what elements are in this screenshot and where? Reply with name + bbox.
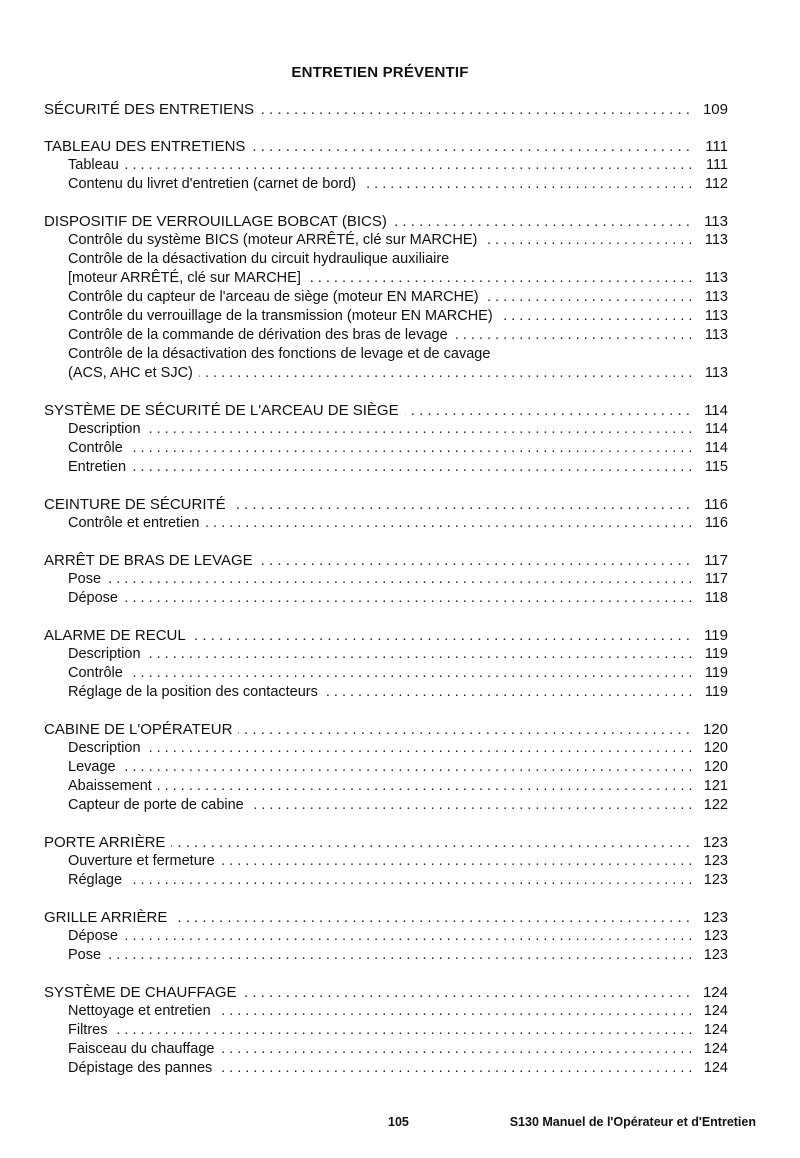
- toc-entry[interactable]: [68, 307, 728, 326]
- toc-section: [44, 100, 728, 119]
- toc-page-number: 120: [699, 720, 728, 739]
- toc-section-heading[interactable]: [44, 212, 728, 231]
- toc-page-number: 119: [701, 664, 728, 683]
- toc-section-title: SÉCURITÉ DES ENTRETIENS: [44, 101, 260, 118]
- toc-section: [44, 908, 728, 965]
- dot-leader: [68, 439, 692, 458]
- toc-entry[interactable]: [68, 664, 728, 683]
- toc-page-number: 114: [701, 439, 728, 458]
- dot-leader: [68, 420, 692, 439]
- toc-page-number: 114: [700, 401, 728, 420]
- toc-page-number: 111: [702, 156, 728, 175]
- toc-page-number: 124: [700, 1002, 728, 1021]
- toc-entry-title: Tableau: [68, 157, 125, 173]
- toc-entry[interactable]: [68, 458, 728, 477]
- toc-page-number: 119: [701, 683, 728, 702]
- toc-entry-title: Description: [68, 646, 147, 662]
- toc-entry[interactable]: [68, 420, 728, 439]
- footer-manual-title: S130 Manuel de l'Opérateur et d'Entretien: [509, 1115, 756, 1129]
- toc-entry-title: Contrôle de la commande de dérivation des bras de levage: [68, 327, 454, 343]
- toc-entry[interactable]: [68, 364, 728, 383]
- toc-page-number: 120: [700, 758, 728, 777]
- toc-entry-title: Contrôle du verrouillage de la transmission (moteur EN MARCHE): [68, 308, 499, 324]
- toc-page-number: 121: [700, 777, 728, 796]
- page-title: ENTRETIEN PRÉVENTIF: [291, 64, 469, 81]
- toc-section: [44, 626, 728, 702]
- toc-entry-title: Contrôle: [68, 665, 129, 681]
- toc-entry-title: Réglage de la position des contacteurs: [68, 684, 324, 700]
- toc-section-title: SYSTÈME DE SÉCURITÉ DE L'ARCEAU DE SIÈGE: [44, 402, 405, 419]
- toc-section-heading[interactable]: [44, 908, 728, 927]
- toc-page-number: 118: [701, 589, 728, 608]
- toc-entry-title: Faisceau du chauffage: [68, 1041, 220, 1057]
- toc-page-number: 123: [700, 871, 728, 890]
- toc-entry-title: Contenu du livret d'entretien (carnet de bord): [68, 176, 362, 192]
- toc-page-number: 115: [701, 458, 728, 477]
- toc-page-number: 113: [701, 326, 728, 345]
- toc-entry-title: Abaissement: [68, 778, 158, 794]
- toc-section-title: SYSTÈME DE CHAUFFAGE: [44, 984, 243, 1001]
- toc-section-title: PORTE ARRIÈRE: [44, 834, 171, 851]
- toc-entry-title: Contrôle de la désactivation du circuit hydraulique auxiliaire: [68, 251, 455, 267]
- toc-section: [44, 401, 728, 477]
- toc-entry[interactable]: [68, 439, 728, 458]
- toc-page-number: 109: [699, 100, 728, 119]
- dot-leader: [68, 758, 692, 777]
- toc-section: [44, 720, 728, 815]
- toc-page-number: 116: [700, 495, 728, 514]
- toc-page-number: 119: [701, 645, 728, 664]
- toc-entry-title: Contrôle du capteur de l'arceau de siège (moteur EN MARCHE): [68, 289, 485, 305]
- toc-section-heading[interactable]: [44, 401, 728, 420]
- toc-entry[interactable]: [68, 570, 728, 589]
- toc-entry[interactable]: [68, 796, 728, 815]
- toc-entry[interactable]: [68, 156, 728, 175]
- toc-entry-title: Description: [68, 421, 147, 437]
- toc-entry[interactable]: [68, 758, 728, 777]
- toc-entry-title: Dépose: [68, 928, 124, 944]
- toc-section: [44, 833, 728, 890]
- dot-leader: [68, 927, 692, 946]
- dot-leader: [68, 156, 692, 175]
- toc-entry[interactable]: [68, 739, 728, 758]
- toc-entry-title: Contrôle de la désactivation des fonctions de levage et de cavage: [68, 346, 496, 362]
- toc-section: [44, 551, 728, 608]
- toc-entry[interactable]: [68, 1021, 728, 1040]
- toc-entry[interactable]: [68, 589, 728, 608]
- toc-section-heading[interactable]: [44, 720, 728, 739]
- toc-page-number: 111: [701, 137, 728, 156]
- dot-leader: [68, 1021, 692, 1040]
- toc-entry[interactable]: [68, 927, 728, 946]
- toc-section: [44, 137, 728, 194]
- toc-section-heading[interactable]: [44, 833, 728, 852]
- toc-section-heading[interactable]: [44, 100, 728, 119]
- toc-page-number: 124: [700, 1059, 728, 1078]
- dot-leader: [68, 871, 692, 890]
- toc-page-number: 113: [701, 231, 728, 250]
- toc-section-heading[interactable]: [44, 983, 728, 1002]
- footer-page-number: 105: [388, 1115, 409, 1129]
- toc-entry-title: Pose: [68, 947, 107, 963]
- toc-entry-title: Pose: [68, 571, 107, 587]
- toc-entry-title: Nettoyage et entretien: [68, 1003, 217, 1019]
- toc-entry-title: Réglage: [68, 872, 128, 888]
- toc-section-title: TABLEAU DES ENTRETIENS: [44, 138, 251, 155]
- toc-page-number: 112: [701, 175, 728, 194]
- dot-leader: [68, 570, 692, 589]
- toc-page-number: 122: [700, 796, 728, 815]
- toc-entry[interactable]: [68, 175, 728, 194]
- toc-page-number: 120: [700, 739, 728, 758]
- toc-page-number: 116: [701, 514, 728, 533]
- toc-entry[interactable]: [68, 288, 728, 307]
- toc-page-number: 123: [699, 833, 728, 852]
- dot-leader: [68, 589, 692, 608]
- toc-page-number: 113: [701, 364, 728, 383]
- toc-page-number: 123: [700, 927, 728, 946]
- toc-entry-title: Description: [68, 740, 147, 756]
- toc-page-number: 113: [701, 307, 728, 326]
- toc-entry[interactable]: [68, 326, 728, 345]
- dot-leader: [68, 946, 692, 965]
- toc-page-number: 113: [701, 269, 728, 288]
- toc-page-number: 117: [701, 570, 728, 589]
- toc-page-number: 113: [701, 288, 728, 307]
- toc-page-number: 123: [699, 908, 728, 927]
- toc-section-heading[interactable]: [44, 495, 728, 514]
- toc-entry[interactable]: [68, 1040, 728, 1059]
- toc-section: [44, 983, 728, 1078]
- toc-page-number: 123: [700, 852, 728, 871]
- toc-page-number: 119: [700, 626, 728, 645]
- toc-entry[interactable]: [68, 946, 728, 965]
- toc-page-number: 124: [700, 1040, 728, 1059]
- toc-section-title: CABINE DE L'OPÉRATEUR: [44, 721, 238, 738]
- toc-section-title: ALARME DE RECUL: [44, 627, 192, 644]
- toc-entry[interactable]: [68, 269, 728, 288]
- dot-leader: [68, 739, 692, 758]
- toc-page-number: 124: [699, 983, 728, 1002]
- toc-entry[interactable]: [68, 1059, 728, 1078]
- toc-entry[interactable]: [68, 645, 728, 664]
- toc-section-title: CEINTURE DE SÉCURITÉ: [44, 496, 232, 513]
- toc-entry-title: Filtres: [68, 1022, 113, 1038]
- toc-section: [44, 495, 728, 533]
- toc-entry-title: Contrôle: [68, 440, 129, 456]
- toc-entry-title: Entretien: [68, 459, 132, 475]
- toc-entry[interactable]: [68, 231, 728, 250]
- toc-page-number: 114: [701, 420, 728, 439]
- toc-page-number: 113: [700, 212, 728, 231]
- toc-section-title: GRILLE ARRIÈRE: [44, 909, 173, 926]
- toc-entry-title: Dépose: [68, 590, 124, 606]
- toc-entry-title: Capteur de porte de cabine: [68, 797, 250, 813]
- toc-entry-title: Ouverture et fermeture: [68, 853, 221, 869]
- toc-section: [44, 212, 728, 383]
- toc-entry[interactable]: [68, 852, 728, 871]
- toc-entry[interactable]: [68, 514, 728, 533]
- toc-section-heading[interactable]: [44, 551, 728, 570]
- toc-page-number: 117: [700, 551, 728, 570]
- toc-page-number: 123: [700, 946, 728, 965]
- toc-entry[interactable]: [68, 777, 728, 796]
- toc-entry-title: Contrôle du système BICS (moteur ARRÊTÉ, clé sur MARCHE): [68, 232, 483, 248]
- dot-leader: [68, 777, 692, 796]
- toc-entry-title: (ACS, AHC et SJC): [68, 365, 199, 381]
- toc-entry[interactable]: [68, 250, 728, 269]
- toc-entry-title: Contrôle et entretien: [68, 515, 205, 531]
- toc-entry-title: Dépistage des pannes: [68, 1060, 218, 1076]
- toc-entry[interactable]: [68, 1002, 728, 1021]
- toc-section-heading[interactable]: [44, 137, 728, 156]
- dot-leader: [68, 645, 692, 664]
- toc-entry-title: Levage: [68, 759, 122, 775]
- toc-page-number: 124: [700, 1021, 728, 1040]
- toc-entry-title: [moteur ARRÊTÉ, clé sur MARCHE]: [68, 270, 307, 286]
- toc-entry[interactable]: [68, 345, 728, 364]
- toc-section-title: ARRÊT DE BRAS DE LEVAGE: [44, 552, 259, 569]
- toc-entry[interactable]: [68, 683, 728, 702]
- toc-entry[interactable]: [68, 871, 728, 890]
- toc-section-heading[interactable]: [44, 626, 728, 645]
- toc-section-title: DISPOSITIF DE VERROUILLAGE BOBCAT (BICS): [44, 213, 393, 230]
- table-of-contents: [44, 100, 728, 1096]
- dot-leader: [68, 664, 692, 683]
- dot-leader: [68, 458, 692, 477]
